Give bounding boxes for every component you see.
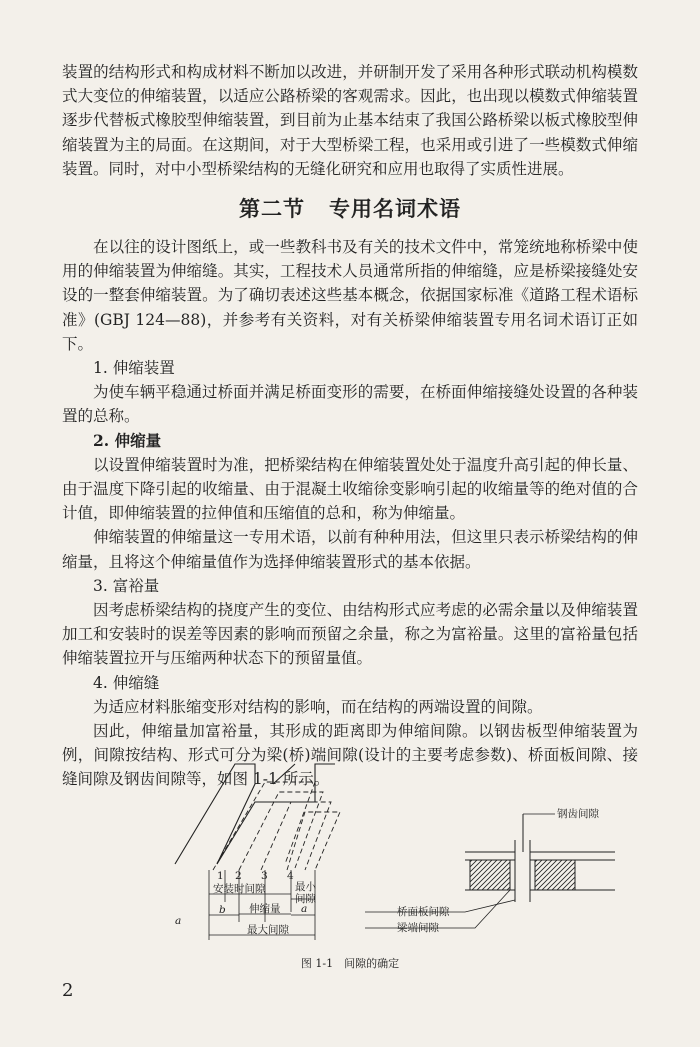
term-2-title: 2. 伸缩量 <box>93 430 162 450</box>
gap-lines <box>213 782 340 870</box>
install-gap-label: 安装时间隙 <box>213 883 266 895</box>
term-2-text: 以设置伸缩装置时为准，把桥梁结构在伸缩装置处处于温度升高引起的伸长量、由于温度下降引起的收缩量、由于混凝土收缩徐变影响引起的收缩量等的绝对值的合计值，即伸缩装置的拉伸值和压缩值的总和，称为伸缩量。 <box>62 455 638 523</box>
page-number: 2 <box>62 980 74 1001</box>
figure-caption: 图 1-1 间隙的确定 <box>300 957 400 970</box>
gap-number-1: 1 <box>217 870 224 882</box>
paragraph-intro: 装置的结构形式和构成材料不断加以改进，并研制开发了采用各种形式联动机构模数式大变位的伸缩装置，以适应公路桥梁的客观需求。因此，也出现以模数式伸缩装置逐步代替板式橡胶型伸缩装置，到目前为止基本结束了我国公路桥梁以板式橡胶型伸缩装置为主的局面。在这期间，对于大型桥梁工程，也采用或引进了一些模数式伸缩装置。同时，对中小型桥梁结构的无缝化研究和应用也取得了实质性进展。 <box>62 63 638 178</box>
gap-diagram <box>165 752 635 947</box>
deck-gap-label: 桥面板间隙 <box>397 906 450 918</box>
expansion-label: 伸缩量 <box>249 903 281 915</box>
paragraph-conclusion: 因此，伸缩量加富裕量，其形成的距离即为伸缩间隙。以钢齿板型伸缩装置为例，间隙按结构、形式可分为梁(桥)端间隙(设计的主要考虑参数)、桥面板间隙、接缝间隙及钢齿间隙等，如图 1-1 所示。 <box>62 722 638 789</box>
section-number: 第二节 <box>239 196 305 222</box>
section-title <box>62 194 638 224</box>
dimension-a-left-label: a <box>175 915 182 927</box>
bridge-outline <box>175 764 335 864</box>
term-1-title: 1. 伸缩装置 <box>93 359 175 378</box>
dimension-a-label: a <box>301 903 308 915</box>
section-heading: 专用名词术语 <box>329 196 461 222</box>
term-2-text-2: 伸缩装置的伸缩量这一专用术语，以前有种种用法，但这里只表示桥梁结构的伸缩量，且将这个伸缩量值作为选择伸缩装置形式的基本依据。 <box>62 528 638 571</box>
dimension-b-label: b <box>219 904 226 916</box>
joint-detail <box>465 814 615 902</box>
term-3-text: 因考虑桥梁结构的挠度产生的变位、由结构形式应考虑的必需余量以及伸缩装置加工和安装时的误差等因素的影响而预留之余量，称之为富裕量。这里的富裕量包括伸缩装置拉开与压缩两种状态下的预留量值。 <box>62 601 638 668</box>
min-gap-label-line2: 间隙 <box>295 893 316 905</box>
leader-lines <box>365 814 555 928</box>
tooth-gap-label: 钢齿间隙 <box>557 808 599 820</box>
max-gap-label: 最大间隙 <box>247 924 289 936</box>
gap-number-2: 2 <box>235 870 242 882</box>
term-3-title: 3. 富裕量 <box>93 576 160 595</box>
paragraph-definitions: 在以往的设计图纸上，或一些教科书及有关的技术文件中，常笼统地称桥梁中使用的伸缩装置为伸缩缝。其实，工程技术人员通常所指的伸缩缝，应是桥梁接缝处安设的一整套伸缩装置。为了确切表述这些基本概念，依据国家标准《道路工程术语标准》(GBJ 124—88)，并参考有关资料，对有关桥梁伸缩装置专用名词术语订正如下。 <box>62 238 638 353</box>
beam-end-gap-label: 梁端间隙 <box>397 922 439 934</box>
term-4-text: 为适应材料胀缩变形对结构的影响，而在结构的两端设置的间隙。 <box>93 697 543 716</box>
min-gap-label-line1: 最小 <box>295 881 316 893</box>
body-text <box>62 60 638 792</box>
term-1-text: 为使车辆平稳通过桥面并满足桥面变形的需要，在桥面伸缩接缝处设置的各种装置的总称。 <box>62 383 638 426</box>
term-4-title: 4. 伸缩缝 <box>93 673 160 692</box>
gap-number-4: 4 <box>287 870 294 882</box>
gap-number-3: 3 <box>261 870 268 882</box>
